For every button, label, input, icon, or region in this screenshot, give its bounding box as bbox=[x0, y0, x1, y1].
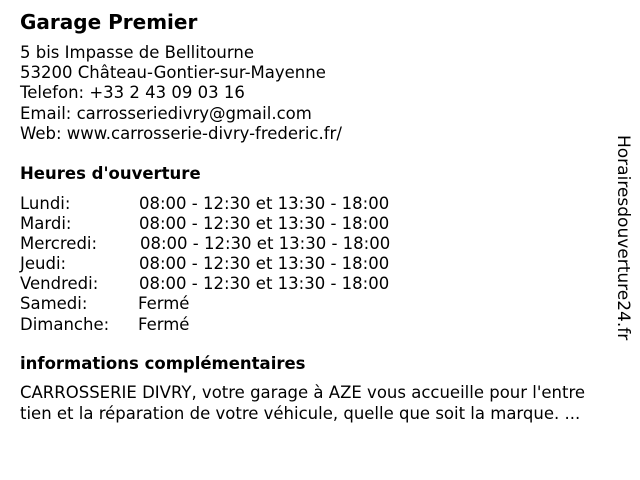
day-label: Dimanche: bbox=[20, 314, 110, 334]
opening-hours-heading: Heures d'ouverture bbox=[20, 164, 201, 183]
phone-line: Telefon: +33 2 43 09 03 16 bbox=[20, 83, 245, 103]
info-line: CARROSSERIE DIVRY, votre garage à AZE vous accueille pour l'entre bbox=[20, 383, 586, 402]
day-hours: 08:00 - 12:30 et 13:30 - 18:00 bbox=[139, 254, 390, 274]
address-city: 53200 Château-Gontier-sur-Mayenne bbox=[20, 63, 326, 83]
day-hours: 08:00 - 12:30 et 13:30 - 18:00 bbox=[139, 274, 390, 294]
day-label: Samedi: bbox=[20, 294, 88, 314]
additional-info-heading: informations complémentaires bbox=[20, 354, 306, 373]
day-hours: Fermé bbox=[138, 314, 190, 334]
info-line: tien et la réparation de votre véhicule, quelle que soit la marque. ... bbox=[20, 403, 581, 423]
contact-block bbox=[20, 43, 342, 144]
additional-info-text bbox=[20, 383, 620, 424]
site-watermark: Horairesdouverture24.fr bbox=[613, 135, 633, 341]
day-label: Jeudi: bbox=[20, 254, 67, 274]
day-hours: 08:00 - 12:30 et 13:30 - 18:00 bbox=[140, 234, 391, 254]
business-name: Garage Premier bbox=[20, 10, 198, 34]
day-label: Mercredi: bbox=[20, 234, 98, 254]
day-hours: 08:00 - 12:30 et 13:30 - 18:00 bbox=[139, 194, 390, 213]
email-line: Email: carrosseriedivry@gmail.com bbox=[20, 103, 312, 123]
day-label: Vendredi: bbox=[20, 274, 99, 294]
address-street: 5 bis Impasse de Bellitourne bbox=[20, 43, 254, 62]
day-label: Mardi: bbox=[20, 214, 72, 234]
day-hours: 08:00 - 12:30 et 13:30 - 18:00 bbox=[139, 214, 390, 234]
website-line: Web: www.carrosserie-divry-frederic.fr/ bbox=[20, 123, 342, 143]
day-hours: Fermé bbox=[138, 294, 190, 314]
day-label: Lundi: bbox=[20, 194, 71, 213]
